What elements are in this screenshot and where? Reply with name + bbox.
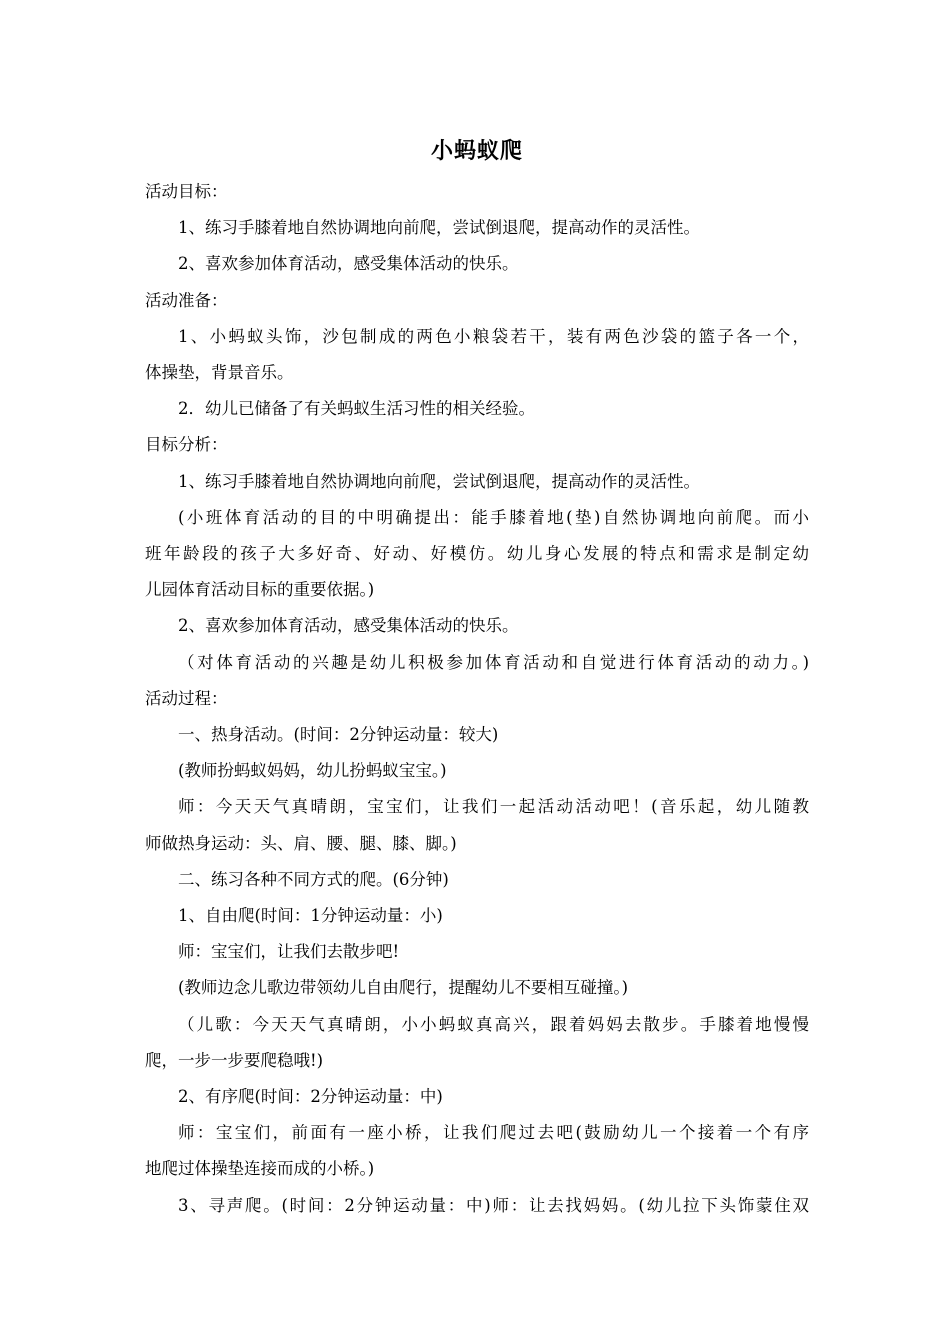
paragraph-line: 二、练习各种不同方式的爬。(6分钟) <box>178 869 449 889</box>
paragraph-line: （对体育活动的兴趣是幼儿积极参加体育活动和自觉进行体育活动的动力。) <box>178 652 809 672</box>
paragraph-line: 1、练习手膝着地自然协调地向前爬，尝试倒退爬，提高动作的灵活性。 <box>178 218 700 238</box>
paragraph-line: 地爬过体操垫连接而成的小桥。) <box>145 1159 375 1179</box>
paragraph-line: 师：宝宝们，前面有一座小桥，让我们爬过去吧(鼓励幼儿一个接着一个有序 <box>178 1123 809 1143</box>
paragraph-line: 2、有序爬(时间：2分钟运动量：中) <box>178 1087 443 1107</box>
paragraph-line: 爬，一步一步要爬稳哦!) <box>145 1050 324 1070</box>
paragraph-line: 2、喜欢参加体育活动，感受集体活动的快乐。 <box>178 616 519 636</box>
paragraph-line: 2．幼儿已储备了有关蚂蚁生活习性的相关经验。 <box>178 399 535 419</box>
paragraph-line: (小班体育活动的目的中明确提出：能手膝着地(垫)自然协调地向前爬。而小 <box>178 507 809 527</box>
document-title: 小蚂蚁爬 <box>430 139 523 164</box>
paragraph-line: 目标分析： <box>145 435 228 455</box>
paragraph-line: 师：宝宝们，让我们去散步吧! <box>178 942 400 962</box>
paragraph-line: 一、热身活动。(时间：2分钟运动量：较大) <box>178 725 499 745</box>
paragraph-line: （儿歌：今天天气真晴朗，小小蚂蚁真高兴，跟着妈妈去散步。手膝着地慢慢 <box>178 1014 809 1034</box>
paragraph-line: 班年龄段的孩子大多好奇、好动、好模仿。幼儿身心发展的特点和需求是制定幼 <box>145 544 809 564</box>
document-body <box>145 174 809 1224</box>
paragraph-line: (教师扮蚂蚁妈妈，幼儿扮蚂蚁宝宝。) <box>178 761 447 781</box>
paragraph-line: 体操垫，背景音乐。 <box>145 363 294 383</box>
paragraph-line: 2、喜欢参加体育活动，感受集体活动的快乐。 <box>178 254 519 274</box>
paragraph-line: 1、小蚂蚁头饰，沙包制成的两色小粮袋若干，装有两色沙袋的篮子各一个， <box>178 326 809 346</box>
paragraph-line: 活动过程： <box>145 688 228 708</box>
paragraph-line: 活动准备： <box>145 290 228 310</box>
paragraph-line: 儿园体育活动目标的重要依据。) <box>145 580 375 600</box>
document-page <box>145 134 809 1224</box>
paragraph-line: (教师边念儿歌边带领幼儿自由爬行，提醒幼儿不要相互碰撞。) <box>178 978 629 998</box>
paragraph-line: 师做热身运动：头、肩、腰、腿、膝、脚。) <box>145 833 457 853</box>
paragraph-line: 3、寻声爬。(时间：2分钟运动量：中)师：让去找妈妈。(幼儿拉下头饰蒙住双 <box>178 1195 809 1215</box>
paragraph-line: 1、自由爬(时间：1分钟运动量：小) <box>178 906 443 926</box>
paragraph-line: 活动目标： <box>145 182 228 201</box>
paragraph-line: 师：今天天气真晴朗，宝宝们，让我们一起活动活动吧！(音乐起，幼儿随教 <box>178 797 809 817</box>
paragraph-line: 1、练习手膝着地自然协调地向前爬，尝试倒退爬，提高动作的灵活性。 <box>178 471 700 491</box>
